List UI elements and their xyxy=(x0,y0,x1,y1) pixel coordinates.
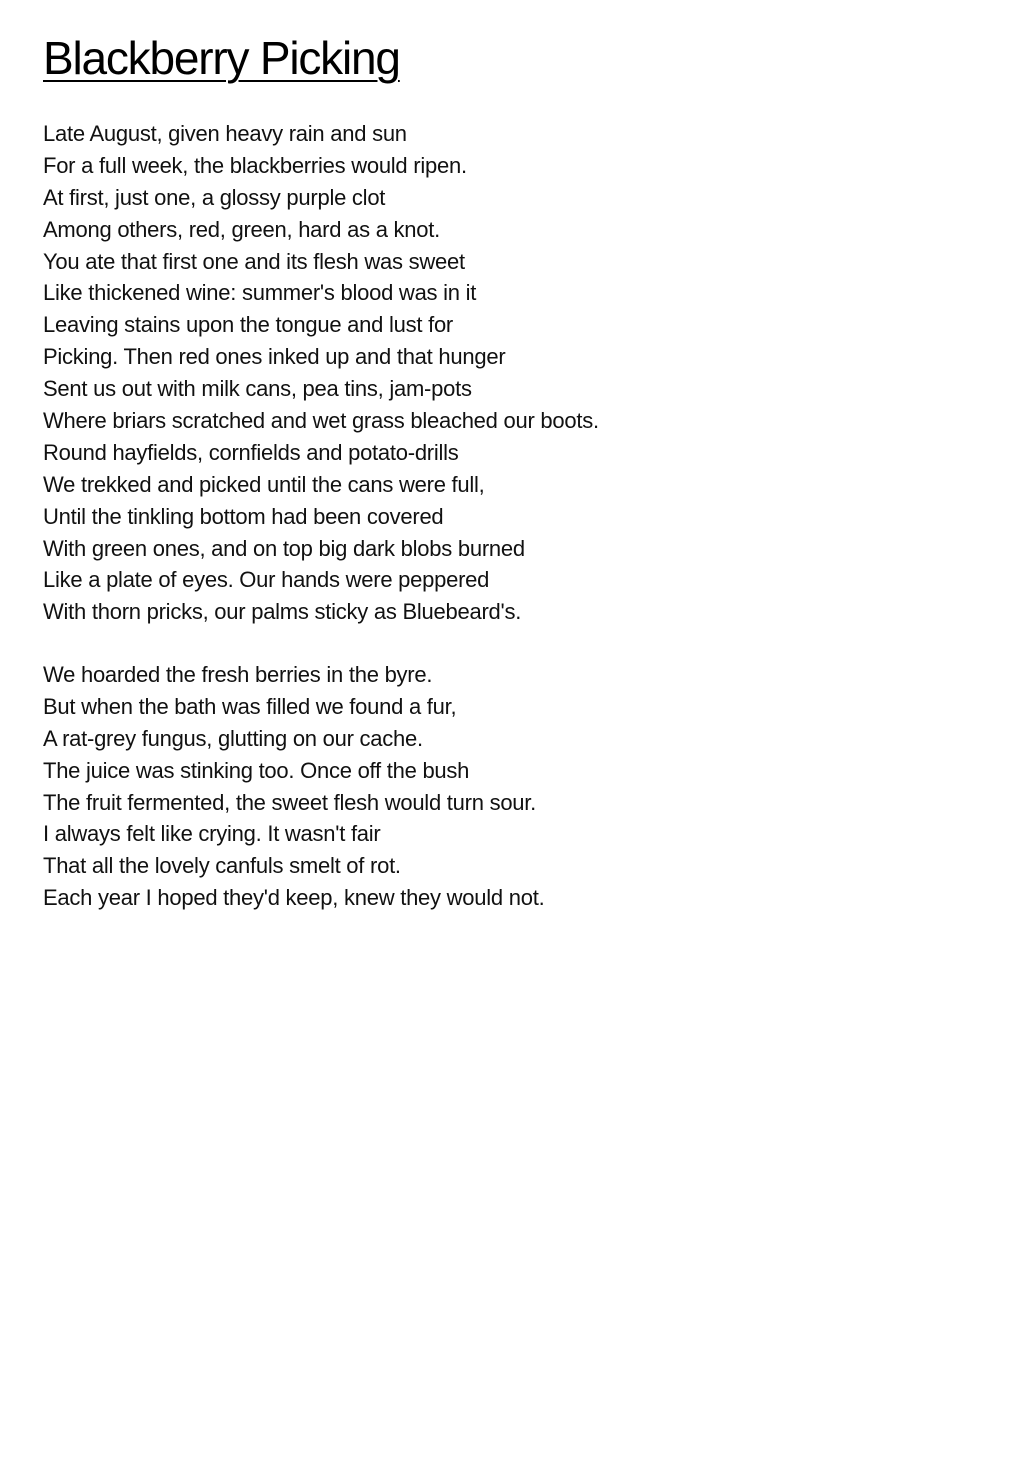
poem-line: But when the bath was filled we found a fur, xyxy=(43,693,457,719)
poem-line: A rat-grey fungus, glutting on our cache. xyxy=(43,725,423,751)
poem-line: Each year I hoped they'd keep, knew they would not. xyxy=(43,885,545,911)
poem-line: We trekked and picked until the cans were full, xyxy=(43,471,485,497)
poem-line: For a full week, the blackberries would ripen. xyxy=(43,152,467,178)
poem-line: Where briars scratched and wet grass bleached our boots. xyxy=(43,408,599,434)
poem-line: Until the tinkling bottom had been covered xyxy=(43,503,444,529)
poem-line: That all the lovely canfuls smelt of rot. xyxy=(43,853,401,879)
poem-line: Leaving stains upon the tongue and lust for xyxy=(43,312,453,338)
poem-line: At first, just one, a glossy purple clot xyxy=(43,184,386,210)
poem-stanza-1 xyxy=(43,118,599,628)
poem-stanza-2 xyxy=(43,659,544,914)
poem-title: Blackberry Picking xyxy=(43,32,400,84)
poem-line: I always felt like crying. It wasn't fair xyxy=(43,821,381,847)
poem-line: Late August, given heavy rain and sun xyxy=(43,121,407,146)
poem-line: We hoarded the fresh berries in the byre. xyxy=(43,662,433,687)
poem-line: The juice was stinking too. Once off the bush xyxy=(43,757,470,783)
poem-line: Like a plate of eyes. Our hands were peppered xyxy=(43,567,490,593)
poem-line: Sent us out with milk cans, pea tins, jam-pots xyxy=(43,376,472,402)
poem-line: Like thickened wine: summer's blood was in it xyxy=(43,280,477,306)
poem-line: The fruit fermented, the sweet flesh would turn sour. xyxy=(43,789,537,815)
poem-line: Among others, red, green, hard as a knot. xyxy=(43,216,440,242)
poem-line: With thorn pricks, our palms sticky as Bluebeard's. xyxy=(43,599,522,625)
poem-line: With green ones, and on top big dark blobs burned xyxy=(43,535,525,561)
poem-line: Picking. Then red ones inked up and that hunger xyxy=(43,344,506,370)
poem-line: You ate that first one and its flesh was sweet xyxy=(43,248,465,274)
poem-line: Round hayfields, cornfields and potato-drills xyxy=(43,439,459,465)
